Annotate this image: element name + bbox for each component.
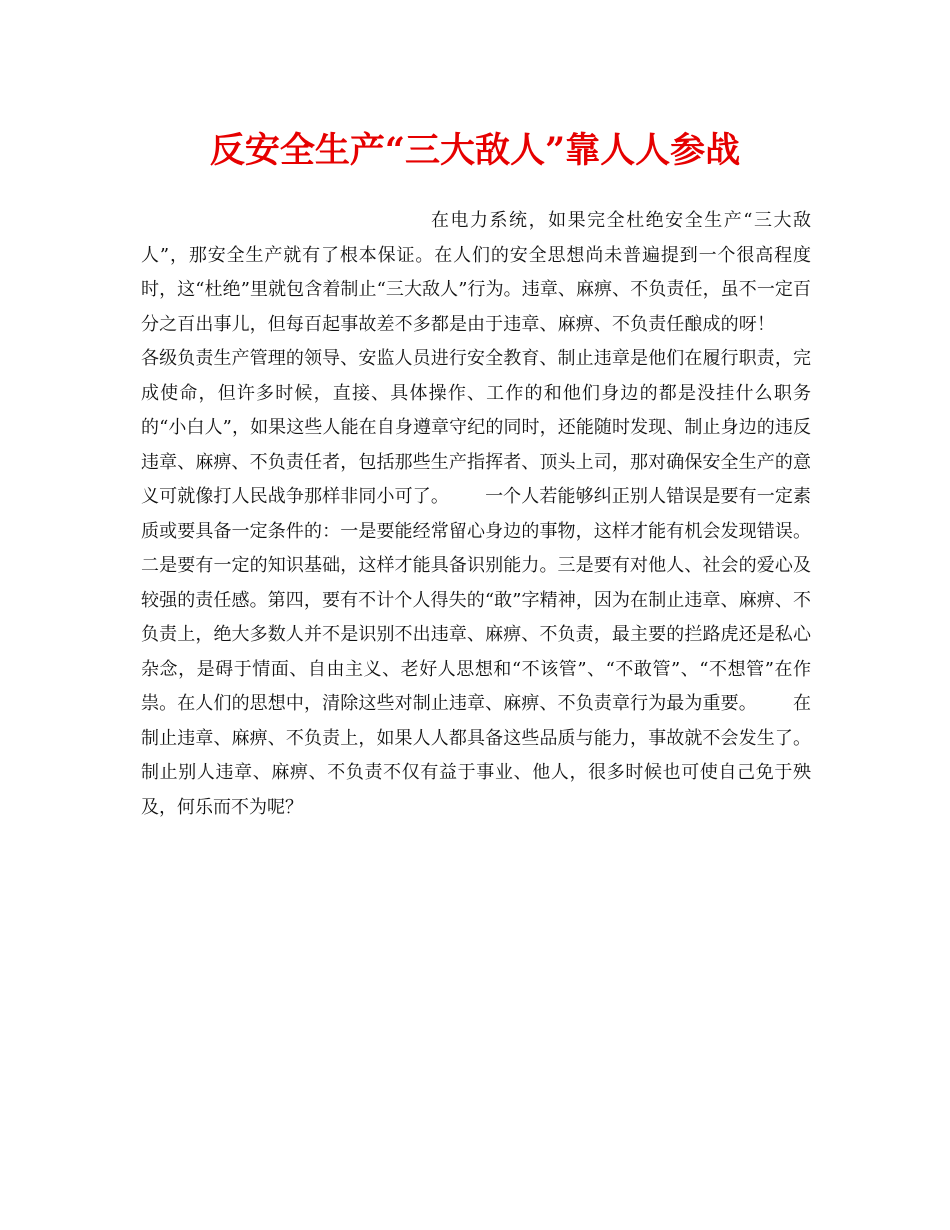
paragraph-3: 一个人若能够纠正别人错误是要有一定素质或要具备一定条件的：一是要能经常留心身边的事物，这样才能有机会发现错误。二是要有一定的知识基础，这样才能具备识别能力。三是要有对他人、社会的爱心及较强的责任感。第四，要有不计个人得失的“敢”字精神，因为在制止违章、麻痹、不负责上，绝大多数人并不是识别不出违章、麻痹、不负责，最主要的拦路虎还是私心杂念，是碍于情面、自由主义、老好人思想和“不该管”、“不敢管”、“不想管”在作祟。在人们的思想中，清除这些对制止违章、麻痹、不负责章行为最为重要。 — [141, 486, 812, 714]
paragraph-4: 在制止违章、麻痹、不负责上，如果人人都具备这些品质与能力，事故就不会发生了。制止别人违章、麻痹、不负责不仅有益于事业、他人，很多时候也可使自己免于殃及，何乐而不为呢？ — [141, 693, 812, 818]
document-title: 反安全生产“三大敌人”靠人人参战 — [209, 130, 741, 171]
document-body — [141, 204, 811, 825]
paragraph-1: 在电力系统，如果完全杜绝安全生产“三大敌人”，那安全生产就有了根本保证。在人们的安全思想尚未普遍提到一个很高程度时，这“杜绝”里就包含着制止“三大敌人”行为。违章、麻痹、不负责任，虽不一定百分之百出事儿，但每百起事故差不多都是由于违章、麻痹、不负责任酿成的呀！ — [141, 210, 811, 335]
paragraph-2: 各级负责生产管理的领导、安监人员进行安全教育、制止违章是他们在履行职责，完成使命，但许多时候，直接、具体操作、工作的和他们身边的都是没挂什么职务的“小白人”，如果这些人能在自身遵章守纪的同时，还能随时发现、制止身边的违反违章、麻痹、不负责任者，包括那些生产指挥者、顶头上司，那对确保安全生产的意义可就像打人民战争那样非同小可了。 — [141, 348, 811, 507]
